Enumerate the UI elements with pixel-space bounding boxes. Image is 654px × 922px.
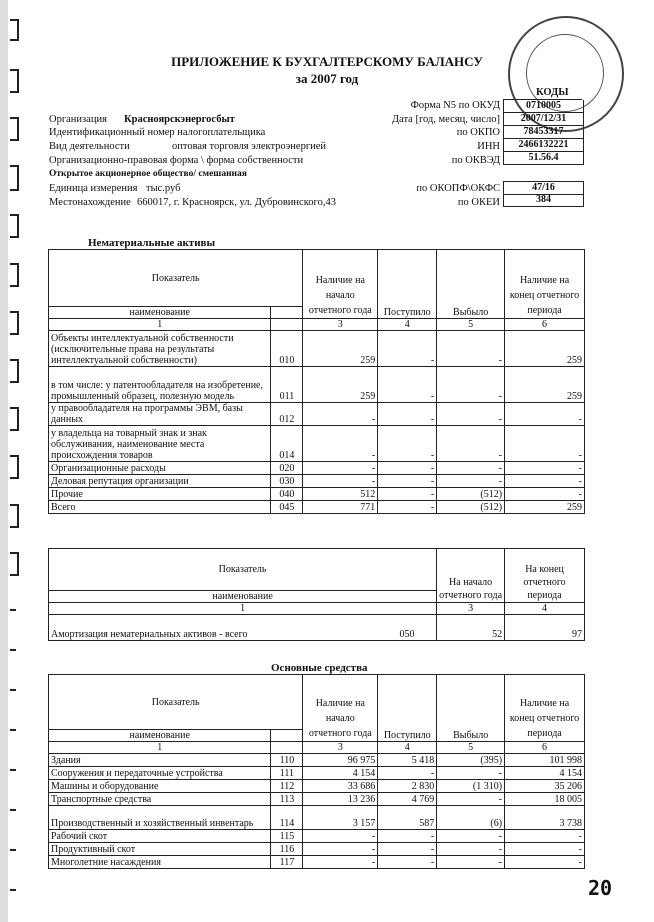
row-end: - [505, 462, 585, 475]
row-code: 010 [271, 331, 303, 367]
row-name: Многолетние насаждения [49, 856, 271, 869]
row-end: - [505, 843, 585, 856]
fa-num-6: 6 [505, 742, 585, 754]
fa-col-name: наименование [49, 730, 271, 742]
address-label: Местонахождение [49, 197, 131, 208]
unit-label: Единица измерения [49, 183, 138, 194]
row-code: 050 [378, 615, 437, 641]
row-end: - [505, 856, 585, 869]
fixed-assets-table [48, 674, 585, 869]
table-row [49, 793, 585, 806]
row-code: 011 [271, 367, 303, 403]
row-in: - [378, 501, 437, 514]
row-name: Рабочий скот [49, 830, 271, 843]
num-6: 6 [505, 319, 585, 331]
row-out: - [437, 331, 505, 367]
row-out: (395) [437, 754, 505, 767]
org-label: Организация [49, 114, 107, 125]
row-end: - [505, 403, 585, 426]
col-end: Наличие на конец отчетного периода [505, 250, 585, 319]
row-name: в том числе: у патентообладателя на изобретение, промышленный образец, полезную модель [49, 367, 271, 403]
row-out: (512) [437, 488, 505, 501]
okved-label: по ОКВЭД [451, 155, 500, 166]
fixed-assets-section-title: Основные средства [271, 662, 368, 674]
row-start: - [303, 475, 378, 488]
document-subtitle: за 2007 год [295, 71, 359, 86]
table-row [49, 754, 585, 767]
row-name: Сооружения и передаточные устройства [49, 767, 271, 780]
form-label: Форма N5 по ОКУД [410, 100, 500, 111]
row-name: Производственный и хозяйственный инвентарь [49, 806, 271, 830]
row-in: 4 769 [378, 793, 437, 806]
fa-column-numbers-row [49, 742, 585, 754]
row-in: - [378, 426, 437, 462]
row-out: (1 310) [437, 780, 505, 793]
row-start: - [303, 856, 378, 869]
intangible-section-title: Нематериальные активы [88, 237, 216, 249]
fa-num-4: 4 [378, 742, 437, 754]
col-indicator: Показатель [49, 250, 303, 307]
row-code: 012 [271, 403, 303, 426]
date-value: 2007/12/31 [503, 113, 584, 126]
row-name: Амортизация нематериальных активов - всего [49, 615, 378, 641]
row-in: 587 [378, 806, 437, 830]
row-name: Объекты интеллектуальной собственности (исключительные права на результаты интеллектуальной собственности) [49, 331, 271, 367]
okved-value: 51.56.4 [503, 152, 584, 165]
row-out: - [437, 830, 505, 843]
amort-col-indicator: Показатель [49, 549, 437, 591]
amort-num-3: 3 [437, 603, 505, 615]
inn-value: 2466132221 [503, 139, 584, 152]
row-code: 116 [271, 843, 303, 856]
activity-label: Вид деятельности [49, 141, 130, 152]
row-out: - [437, 475, 505, 488]
table-row [49, 488, 585, 501]
row-end: - [505, 488, 585, 501]
row-code: 014 [271, 426, 303, 462]
row-start: - [303, 403, 378, 426]
amort-col-end: На конец отчетного периода [505, 549, 585, 603]
row-in: - [378, 856, 437, 869]
amort-col-name: наименование [49, 591, 437, 603]
row-in: 2 830 [378, 780, 437, 793]
row-name: Машины и оборудование [49, 780, 271, 793]
fa-col-out: Выбыло [437, 675, 505, 742]
row-name: Транспортные средства [49, 793, 271, 806]
row-end: 259 [505, 367, 585, 403]
row-start: 771 [303, 501, 378, 514]
amort-num-4: 4 [505, 603, 585, 615]
row-out: - [437, 403, 505, 426]
table-row [49, 331, 585, 367]
okopf-label: по ОКОПФ\ОКФС [416, 183, 500, 194]
row-out: - [437, 843, 505, 856]
row-out: - [437, 367, 505, 403]
activity-value: оптовая торговля электроэнергией [172, 141, 327, 152]
row-in: - [378, 843, 437, 856]
fa-col-end: Наличие на конец отчетного периода [505, 675, 585, 742]
intangible-table [48, 249, 585, 514]
row-out: - [437, 793, 505, 806]
row-start: 52 [437, 615, 505, 641]
table-row [49, 843, 585, 856]
row-end: - [505, 475, 585, 488]
row-in: - [378, 767, 437, 780]
row-in: - [378, 488, 437, 501]
row-in: - [378, 403, 437, 426]
row-end: 259 [505, 331, 585, 367]
org-value: Красноярскэнергосбыт [124, 114, 235, 125]
table-row [49, 856, 585, 869]
table-row [49, 501, 585, 514]
row-start: 4 154 [303, 767, 378, 780]
row-end: 4 154 [505, 767, 585, 780]
row-end: 101 998 [505, 754, 585, 767]
table-row [49, 615, 585, 641]
row-start: 259 [303, 367, 378, 403]
row-in: - [378, 462, 437, 475]
fa-col-code [271, 730, 303, 742]
legal-form-label: Организационно-правовая форма \ форма собственности [49, 155, 304, 166]
row-code: 045 [271, 501, 303, 514]
okpo-value: 78453317 [503, 126, 584, 139]
legal-form-value: Открытое акционерное общество/ смешанная [49, 169, 247, 179]
row-start: 512 [303, 488, 378, 501]
num-2 [271, 319, 303, 331]
col-start: Наличие на начало отчетного года [303, 250, 378, 319]
row-in: - [378, 367, 437, 403]
row-out: (512) [437, 501, 505, 514]
row-start: - [303, 830, 378, 843]
okei-label: по ОКЕИ [457, 197, 500, 208]
row-start: - [303, 843, 378, 856]
row-name: Деловая репутация организации [49, 475, 271, 488]
row-out: - [437, 426, 505, 462]
row-start: - [303, 426, 378, 462]
num-4: 4 [378, 319, 437, 331]
table-row [49, 462, 585, 475]
num-1: 1 [49, 319, 271, 331]
row-name: Здания [49, 754, 271, 767]
codes-label: КОДЫ [536, 87, 569, 98]
row-start: 3 157 [303, 806, 378, 830]
okopf-value: 47/16 [503, 181, 584, 195]
fa-num-1: 1 [49, 742, 271, 754]
document-title: ПРИЛОЖЕНИЕ К БУХГАЛТЕРСКОМУ БАЛАНСУ [171, 54, 483, 69]
table-row [49, 767, 585, 780]
table-row [49, 475, 585, 488]
row-code: 020 [271, 462, 303, 475]
row-start: 259 [303, 331, 378, 367]
row-end: 3 738 [505, 806, 585, 830]
row-end: 35 206 [505, 780, 585, 793]
row-in: - [378, 475, 437, 488]
row-start: - [303, 462, 378, 475]
row-name: Продуктивный скот [49, 843, 271, 856]
row-start: 13 236 [303, 793, 378, 806]
row-start: 96 975 [303, 754, 378, 767]
table-row [49, 830, 585, 843]
table-row [49, 780, 585, 793]
num-3: 3 [303, 319, 378, 331]
row-name: Организационные расходы [49, 462, 271, 475]
table-row [49, 426, 585, 462]
row-out: - [437, 856, 505, 869]
fa-col-in: Поступило [378, 675, 437, 742]
fa-num-2 [271, 742, 303, 754]
row-in: - [378, 331, 437, 367]
amortization-table [48, 548, 585, 641]
row-code: 114 [271, 806, 303, 830]
row-code: 113 [271, 793, 303, 806]
row-name: у правообладателя на программы ЭВМ, базы данных [49, 403, 271, 426]
col-in: Поступило [378, 250, 437, 319]
row-code: 115 [271, 830, 303, 843]
column-numbers-row [49, 319, 585, 331]
inn-label: ИНН [477, 141, 500, 152]
amort-num-1: 1 [49, 603, 437, 615]
binding-edge-marks [0, 0, 22, 922]
row-out: - [437, 767, 505, 780]
fa-col-start: Наличие на начало отчетного года [303, 675, 378, 742]
form-code: 0710005 [503, 100, 584, 113]
col-name: наименование [49, 307, 271, 319]
col-out: Выбыло [437, 250, 505, 319]
row-end: 97 [505, 615, 585, 641]
okei-value: 384 [503, 194, 584, 207]
table-row [49, 403, 585, 426]
num-5: 5 [437, 319, 505, 331]
row-out: - [437, 462, 505, 475]
okpo-label: по ОКПО [456, 127, 500, 138]
table-row [49, 367, 585, 403]
row-code: 117 [271, 856, 303, 869]
row-end: 259 [505, 501, 585, 514]
row-end: 18 005 [505, 793, 585, 806]
row-name: у владельца на товарный знак и знак обслуживания, наименование места происхождения товаров [49, 426, 271, 462]
table-row [49, 806, 585, 830]
row-end: - [505, 426, 585, 462]
fa-col-indicator: Показатель [49, 675, 303, 730]
inn-id-label: Идентификационный номер налогоплательщика [49, 127, 266, 138]
row-code: 112 [271, 780, 303, 793]
row-code: 111 [271, 767, 303, 780]
amort-col-start: На начало отчетного года [437, 549, 505, 603]
row-name: Прочие [49, 488, 271, 501]
date-label: Дата [год, месяц, число] [391, 114, 500, 125]
row-in: 5 418 [378, 754, 437, 767]
row-code: 040 [271, 488, 303, 501]
fa-num-5: 5 [437, 742, 505, 754]
row-out: (6) [437, 806, 505, 830]
row-code: 030 [271, 475, 303, 488]
col-code [271, 307, 303, 319]
row-code: 110 [271, 754, 303, 767]
fa-num-3: 3 [303, 742, 378, 754]
row-in: - [378, 830, 437, 843]
page-number: 20 [588, 876, 613, 900]
unit-value: тыс.руб [146, 183, 181, 194]
address-value: 660017, г. Красноярск, ул. Дубровинского,43 [137, 197, 336, 208]
row-start: 33 686 [303, 780, 378, 793]
row-name: Всего [49, 501, 271, 514]
row-end: - [505, 830, 585, 843]
